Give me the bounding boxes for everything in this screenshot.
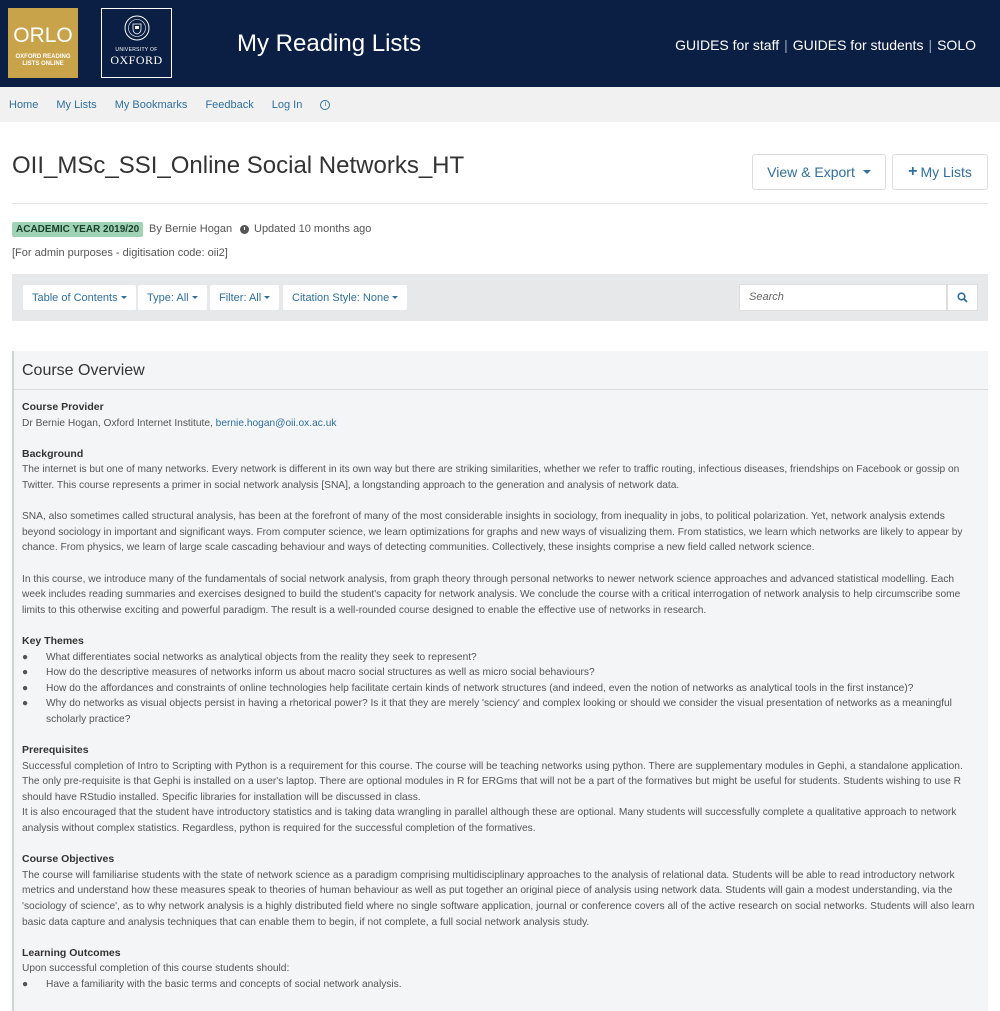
list-item (22, 977, 980, 993)
list-item-text: Have a familiarity with the basic terms and concepts of social network analysis. (46, 978, 402, 990)
paragraph: Upon successful completion of this course students should: (22, 963, 290, 975)
caret-down-icon (863, 170, 871, 174)
nav-feedback[interactable]: Feedback (205, 98, 254, 111)
orlo-logo-sub1: OXFORD READING (15, 54, 71, 60)
list-item-text: What differentiates social networks as analytical objects from the reality they seek to represent? (46, 651, 477, 663)
oxford-crest-icon (124, 14, 150, 42)
list-item (22, 665, 980, 681)
search-icon (957, 292, 968, 303)
author: By Bernie Hogan (149, 223, 233, 235)
bullet: ● (22, 682, 29, 694)
bullet: ● (22, 698, 29, 710)
page-title: OII_MSc_SSI_Online Social Networks_HT (12, 152, 465, 179)
list-item-text: Why do networks as visual objects persist in having a rhetorical power? Is it that they are merely 'sciency' and complex looking or should we consider the visual presentation of networks as a meaningful scholarly practice? (46, 698, 952, 725)
paragraph: SNA, also sometimes called structural analysis, has been at the forefront of many of the most considerable insights in sociology, from inequality in jobs, to political polarization. Yet, network analysis extends beyond sociology in important and significant ways. From computer science, we learn optimizations for graphs and new ways of visualizing them. From statistics, we learn which networks are likely to appear by chance. From physics, we learn of large scale cascading behaviour and ways of detecting communities. Collectively, these insights comprise a new field called network science. (22, 511, 963, 554)
caret-down-icon (392, 296, 398, 299)
paragraph: It is also encouraged that the student have introductory statistics and is taking data wrangling in parallel although these are optional. Many students will successfully complete a qualitative approach to network analysis without complex statistics. Regardless, python is required for the successful completion of the formatives. (22, 807, 957, 835)
oxford-logo-univ: UNIVERSITY OF (115, 47, 158, 53)
bullet: ● (22, 978, 29, 990)
nav-my-bookmarks[interactable]: My Bookmarks (114, 98, 188, 111)
paragraph: The internet is but one of many networks. Every network is different in its own way but there are striking similarities, whether we refer to traffic routing, infectious diseases, friendships on Facebook or gossip on Twitter. This course represents a primer in social network analysis [SNA], a longstanding approach to the generation and analysis of network data. (22, 464, 960, 491)
search-input[interactable]: Search (739, 284, 947, 311)
list-item (22, 650, 980, 666)
filter-label: Filter: All (219, 291, 262, 304)
bullet: ● (22, 651, 29, 663)
section-heading: Course Objectives (22, 853, 115, 866)
course-overview-body (14, 390, 988, 993)
caret-down-icon (192, 296, 198, 299)
list-toolbar (12, 274, 988, 321)
provider-name: Dr Bernie Hogan, Oxford Internet Institute, (22, 417, 216, 429)
orlo-logo[interactable] (8, 8, 78, 78)
admin-note: [For admin purposes - digitisation code: oii2] (12, 247, 228, 259)
site-header (0, 0, 1000, 87)
bullet: ● (22, 667, 29, 679)
updated (240, 223, 371, 235)
clock-icon (240, 225, 249, 234)
site-title: My Reading Lists (237, 30, 422, 57)
guides-students-link[interactable]: GUIDES for students (792, 37, 924, 53)
citation-label: Citation Style: None (292, 291, 390, 304)
section-heading: Course Provider (22, 401, 104, 413)
nav-log-in[interactable]: Log In (271, 98, 303, 111)
provider-text (22, 416, 980, 432)
section-heading: Key Themes (22, 634, 84, 647)
main-nav (0, 87, 1000, 122)
section-heading: Prerequisites (22, 744, 89, 757)
toc-label: Table of Contents (32, 291, 118, 304)
list-meta (0, 204, 1000, 262)
guides-links (675, 37, 976, 53)
caret-down-icon (121, 296, 127, 299)
my-lists-button[interactable] (892, 154, 988, 190)
nav-home[interactable]: Home (9, 98, 39, 111)
title-row (0, 122, 1000, 204)
solo-link[interactable]: SOLO (937, 37, 976, 53)
filter-dropdown[interactable] (210, 285, 279, 310)
list-item-text: How do the descriptive measures of networks inform us about macro social structures as well as micro social behaviours? (46, 667, 595, 679)
section-heading: Background (22, 447, 84, 460)
caret-down-icon (264, 296, 270, 299)
list-item (22, 681, 980, 697)
provider-email-link[interactable]: bernie.hogan@oii.ox.ac.uk (215, 417, 337, 429)
guides-separator: | (784, 37, 788, 53)
paragraph: In this course, we introduce many of the fundamentals of social network analysis, from graph theory through personal networks to newer network science approaches and advanced statistical modelling. Each week includes reading summaries and exercises designed to build the student's capacity for network analysis. We conclude the course with a critical interrogation of network analysis to help circumscribe some limits to this otherwise exciting and powerful paradigm. The result is a well-rounded course designed to enable the effective use of networks in research. (22, 573, 961, 616)
list-item-text: How do the affordances and constraints of online technologies help facilitate certain kinds of network structures (and indeed, even the notion of networks as analytical tools in the first instance)? (46, 682, 914, 694)
orlo-logo-sub2: LISTS ONLINE (22, 61, 64, 67)
table-of-contents-dropdown[interactable] (23, 285, 136, 310)
oxford-logo[interactable] (101, 8, 172, 78)
search-button[interactable] (947, 284, 978, 311)
guides-separator: | (928, 37, 933, 53)
type-filter-dropdown[interactable] (138, 285, 207, 310)
list-item (22, 696, 980, 727)
paragraph: The course will familiarise students with the state of network science as a paradigm comprising multidisciplinary approaches to the analysis of relational data. Students will be able to read introductory network metrics and understand how these measures speak to theories of human behaviour as well as put together an original piece of analysis using network data. Students will gain a modest understanding, via the 'sociology of science', as to why network analysis is a highly distributed field where no single software application, journal or conference covers all of the active research on social networks. Students will also learn basic data capture and analysis techniques that can enable them to begin, if not complete, a full social network analysis study. (22, 869, 975, 928)
view-export-label: View & Export (767, 164, 855, 180)
orlo-logo-word: ORLO (13, 24, 73, 47)
nav-my-lists[interactable]: My Lists (56, 98, 97, 111)
view-export-button[interactable] (752, 154, 886, 190)
section-heading: Learning Outcomes (22, 946, 121, 959)
oxford-logo-name: OXFORD (110, 53, 163, 67)
guides-staff-link[interactable]: GUIDES for staff (675, 37, 780, 53)
info-icon[interactable]: i (320, 100, 330, 110)
my-lists-label: My Lists (920, 164, 972, 180)
citation-style-dropdown[interactable] (283, 285, 407, 310)
updated-text: Updated 10 months ago (254, 223, 372, 235)
plus-icon: + (908, 163, 918, 180)
course-overview (12, 351, 988, 1011)
course-overview-title: Course Overview (14, 351, 988, 390)
academic-year-badge: ACADEMIC YEAR 2019/20 (12, 222, 143, 237)
type-label: Type: All (147, 291, 189, 304)
paragraph: Successful completion of Intro to Scripting with Python is a requirement for this course. The course will be teaching networks using python. There are supplementary modules in Gephi, a standalone application. The only pre-requisite is that Gephi is installed on a user's laptop. There are optional modules in R for ERGms that will not be a part of the formatives but might be useful for students. Students wishing to use R should have RStudio installed. Specific libraries for installation will be discussed in class. (22, 760, 963, 803)
